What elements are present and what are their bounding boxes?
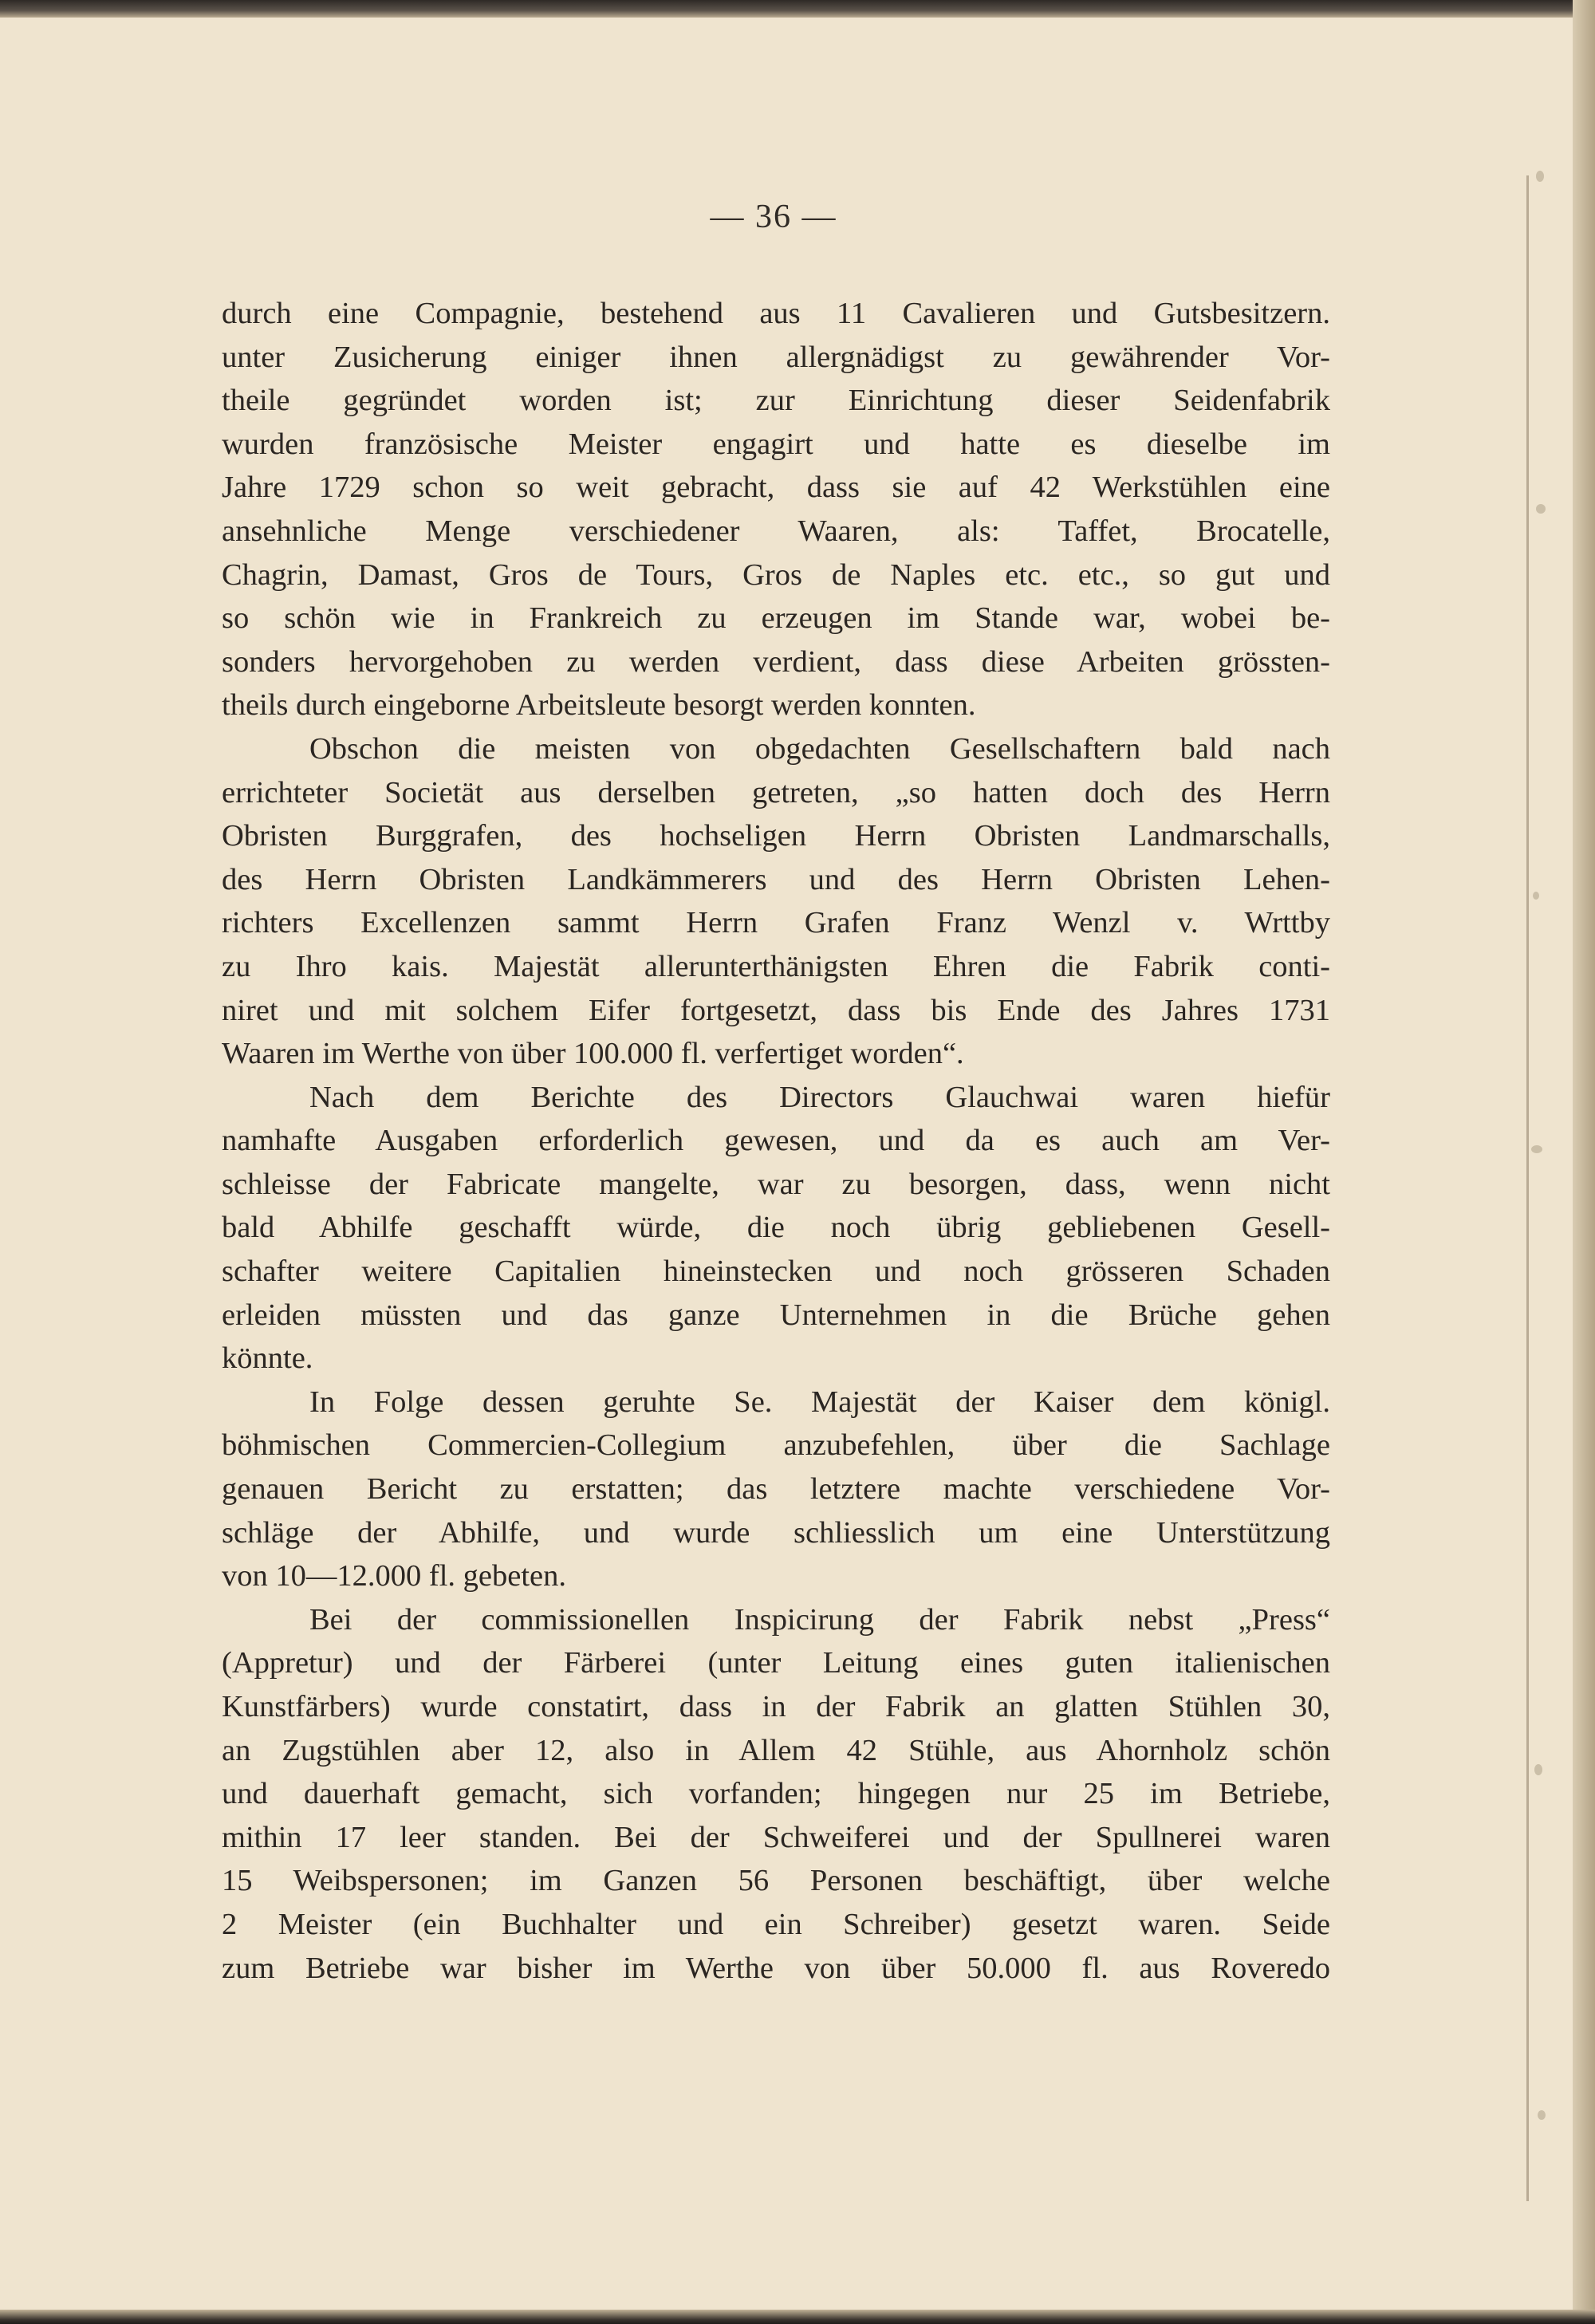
text-line: Chagrin, Damast, Gros de Tours, Gros de Naples etc. etc., so gut und bbox=[222, 557, 1330, 592]
text-line: theile gegründet worden ist; zur Einrichtung dieser Seidenfabrik bbox=[222, 384, 1330, 418]
text-line: erleiden müssten und das ganze Unternehmen in die Brüche gehen bbox=[222, 1298, 1330, 1332]
text-line: 2 Meister (ein Buchhalter und ein Schreiber) gesetzt waren. Seide bbox=[222, 1907, 1330, 1941]
text-line: schläge der Abhilfe, und wurde schliesslich um eine Unterstützung bbox=[222, 1515, 1330, 1550]
text-line: sonders hervorgehoben zu werden verdient, dass diese Arbeiten grössten- bbox=[222, 644, 1330, 679]
page-number: — 36 — bbox=[710, 199, 837, 235]
text-line: richters Excellenzen sammt Herrn Grafen Franz Wenzl v. Wrttby bbox=[222, 906, 1330, 940]
margin-mark bbox=[1533, 892, 1539, 900]
text-line: wurden französische Meister engagirt und hatte es dieselbe im bbox=[222, 427, 1330, 461]
text-line: könnte. bbox=[222, 1341, 313, 1376]
text-line: Bei der commissionellen Inspicirung der Fabrik nebst „Press“ bbox=[309, 1602, 1330, 1637]
margin-mark bbox=[1536, 504, 1546, 514]
text-line: so schön wie in Frankreich zu erzeugen im Stande war, wobei be- bbox=[222, 601, 1330, 636]
text-line: durch eine Compagnie, bestehend aus 11 Cavalieren und Gutsbesitzern. bbox=[222, 297, 1330, 330]
margin-rule bbox=[1526, 175, 1529, 2201]
text-line: unter Zusicherung einiger ihnen allergnädigst zu gewährender Vor- bbox=[222, 340, 1330, 374]
text-line: niret und mit solchem Eifer fortgesetzt, dass bis Ende des Jahres 1731 bbox=[222, 993, 1330, 1027]
text-line: Jahre 1729 schon so weit gebracht, dass sie auf 42 Werkstühlen eine bbox=[222, 471, 1330, 505]
text-line: Kunstfärbers) wurde constatirt, dass in der Fabrik an glatten Stühlen 30, bbox=[222, 1690, 1330, 1723]
margin-mark bbox=[1531, 1145, 1542, 1153]
text-line: ansehnliche Menge verschiedener Waaren, als: Taffet, Brocatelle, bbox=[222, 514, 1330, 548]
text-line: Waaren im Werthe von über 100.000 fl. verfertiget worden“. bbox=[222, 1037, 964, 1071]
text-line: zum Betriebe war bisher im Werthe von über 50.000 fl. aus Roveredo bbox=[222, 1951, 1330, 1985]
text-line: und dauerhaft gemacht, sich vorfanden; hingegen nur 25 im Betriebe, bbox=[222, 1777, 1330, 1811]
page-bottom-edge bbox=[0, 2310, 1595, 2324]
text-line: zu Ihro kais. Majestät allerunterthänigsten Ehren die Fabrik conti- bbox=[222, 949, 1330, 983]
text-line: mithin 17 leer standen. Bei der Schweiferei und der Spullnerei waren bbox=[222, 1820, 1330, 1854]
margin-mark bbox=[1534, 1764, 1542, 1775]
text-line: Obristen Burggrafen, des hochseligen Herrn Obristen Landmarschalls, bbox=[222, 819, 1330, 853]
text-line: bald Abhilfe geschafft würde, die noch übrig gebliebenen Gesell- bbox=[222, 1211, 1330, 1245]
text-line: des Herrn Obristen Landkämmerers und des Herrn Obristen Lehen- bbox=[222, 862, 1330, 896]
text-line: namhafte Ausgaben erforderlich gewesen, und da es auch am Ver- bbox=[222, 1124, 1330, 1158]
text-line: schleisse der Fabricate mangelte, war zu besorgen, dass, wenn nicht bbox=[222, 1167, 1330, 1201]
margin-mark bbox=[1538, 2110, 1546, 2120]
page-right-spine bbox=[1573, 0, 1595, 2324]
text-line: Obschon die meisten von obgedachten Gesellschaftern bald nach bbox=[309, 731, 1330, 766]
page-top-edge bbox=[0, 0, 1595, 18]
margin-mark bbox=[1536, 171, 1544, 182]
text-line: errichteter Societät aus derselben getreten, „so hatten doch des Herrn bbox=[222, 775, 1330, 809]
text-line: (Appretur) und der Färberei (unter Leitung eines guten italienischen bbox=[222, 1646, 1330, 1680]
text-line: In Folge dessen geruhte Se. Majestät der Kaiser dem königl. bbox=[309, 1385, 1330, 1419]
text-line: böhmischen Commercien-Collegium anzubefehlen, über die Sachlage bbox=[222, 1428, 1330, 1463]
text-line: genauen Bericht zu erstatten; das letztere machte verschiedene Vor- bbox=[222, 1472, 1330, 1507]
text-line: theils durch eingeborne Arbeitsleute besorgt werden konnten. bbox=[222, 688, 976, 723]
text-line: Nach dem Berichte des Directors Glauchwai waren hiefür bbox=[309, 1080, 1330, 1114]
text-line: 15 Weibspersonen; im Ganzen 56 Personen beschäftigt, über welche bbox=[222, 1864, 1330, 1898]
text-line: schafter weitere Capitalien hineinstecken und noch grösseren Schaden bbox=[222, 1255, 1330, 1289]
body-text bbox=[222, 292, 1330, 1990]
text-line: von 10—12.000 fl. gebeten. bbox=[222, 1559, 566, 1593]
text-line: an Zugstühlen aber 12, also in Allem 42 Stühle, aus Ahornholz schön bbox=[222, 1733, 1330, 1767]
